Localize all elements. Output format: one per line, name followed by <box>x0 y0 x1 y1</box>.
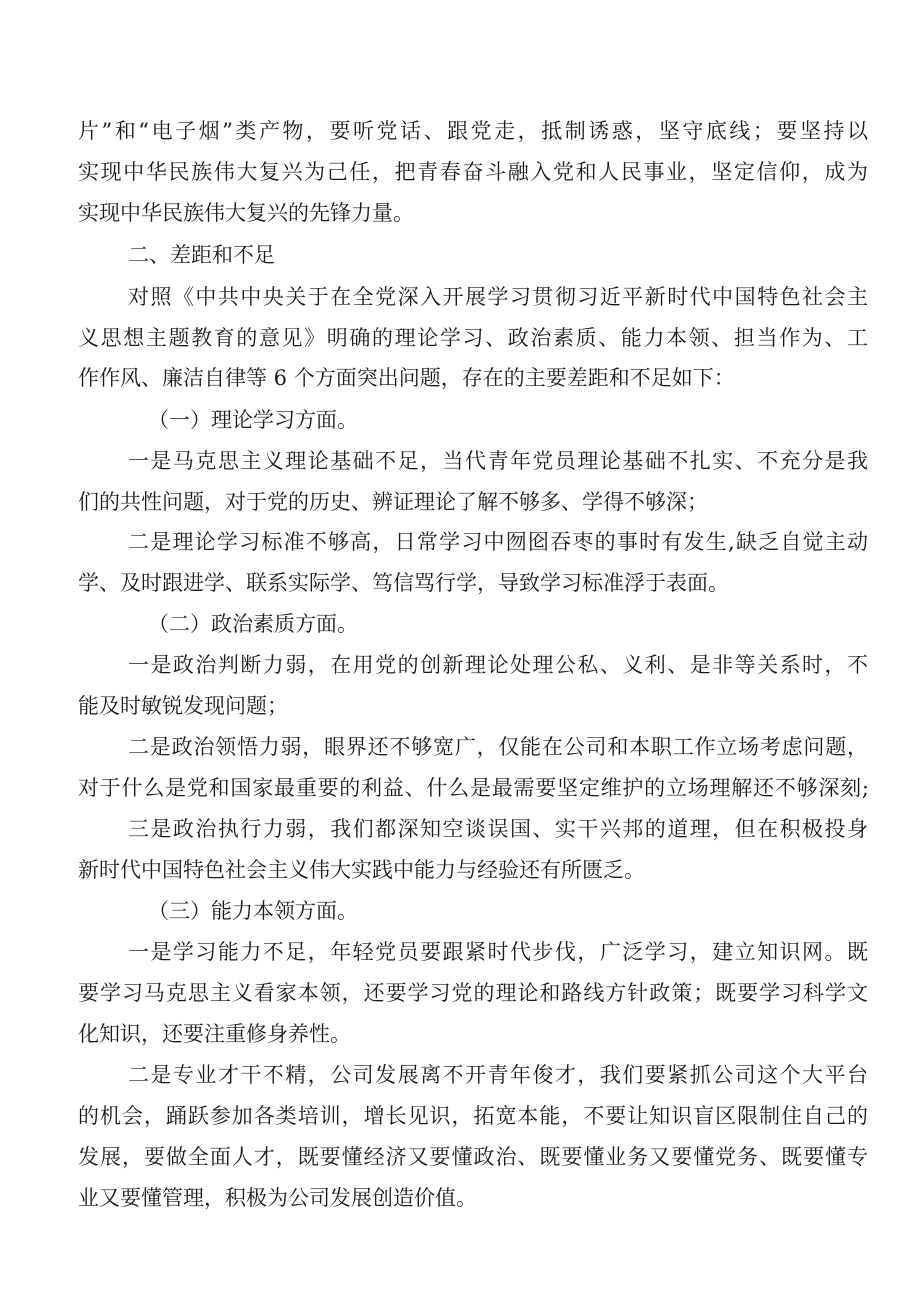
paragraph-line: 义思想主题教育的意见》明确的理论学习、政治素质、能力本领、担当作为、工 <box>78 326 868 350</box>
paragraph-line: 们的共性问题，对于党的历史、辨证理论了解不够多、学得不够深； <box>78 490 708 514</box>
paragraph-line: 对于什么是党和国家最重要的利益、什么是最需要坚定维护的立场理解还不够深刻; <box>78 776 868 800</box>
paragraph-line: 学、及时跟进学、联系实际学、笃信骂行学，导致学习标准浮于表面。 <box>78 571 729 595</box>
paragraph-line: 一是学习能力不足，年轻党员要跟紧时代步伐，广泛学习，建立知识网。既 <box>128 940 868 964</box>
paragraph-line: 二是理论学习标准不够高，日常学习中囫囵吞枣的事时有发生,缺乏自觉主动 <box>128 530 868 554</box>
paragraph-line: 化知识，还要注重修身养性。 <box>78 1022 351 1046</box>
subsection-heading: （三）能力本领方面。 <box>148 899 358 923</box>
subsection-heading: （二）政治素质方面。 <box>148 612 358 636</box>
paragraph-line: 要学习马克思主义看家本领，还要学习党的理论和路线方针政策；既要学习科学文 <box>78 981 868 1005</box>
paragraph-line: 二是政治领悟力弱，眼界还不够宽广，仅能在公司和本职工作立场考虑问题， <box>128 735 868 759</box>
paragraph-line: 对照《中共中央关于在全党深入开展学习贯彻习近平新时代中国特色社会主 <box>128 285 868 309</box>
paragraph-line: 作作风、廉洁自律等 6 个方面突出问题，存在的主要差距和不足如下： <box>78 366 735 390</box>
subsection-heading: （一）理论学习方面。 <box>148 408 358 432</box>
paragraph-line: 一是马克思主义理论基础不足，当代青年党员理论基础不扎实、不充分是我 <box>128 449 868 473</box>
paragraph-line: 新时代中国特色社会主义伟大实践中能力与经验还有所匮乏。 <box>78 858 645 882</box>
paragraph-line: 片”和“电子烟”类产物，要听党话、跟党走，抵制诱惑，坚守底线；要坚持以 <box>78 119 868 143</box>
paragraph-line: 一是政治判断力弱，在用党的创新理论处理公私、义利、是非等关系时，不 <box>128 653 868 677</box>
paragraph-line: 二是专业才干不精，公司发展离不开青年俊才，我们要紧抓公司这个大平台 <box>128 1063 868 1087</box>
paragraph-line: 发展，要做全面人才，既要懂经济又要懂政治、既要懂业务又要懂党务、既要懂专 <box>78 1145 868 1169</box>
paragraph-line: 能及时敏锐发现问题； <box>78 694 288 718</box>
paragraph-line: 三是政治执行力弱，我们都深知空谈误国、实干兴邦的道理，但在积极投身 <box>128 817 868 841</box>
paragraph-line: 业又要懂管理，积极为公司发展创造价值。 <box>78 1186 477 1210</box>
paragraph-line: 实现中华民族伟大复兴的先锋力量。 <box>78 201 414 225</box>
paragraph-line: 实现中华民族伟大复兴为己任，把青春奋斗融入党和人民事业，坚定信仰，成为 <box>78 160 868 184</box>
section-heading: 二、差距和不足 <box>128 243 275 267</box>
paragraph-line: 的机会，踊跃参加各类培训，增长见识，拓宽本能，不要让知识盲区限制住自己的 <box>78 1104 868 1128</box>
